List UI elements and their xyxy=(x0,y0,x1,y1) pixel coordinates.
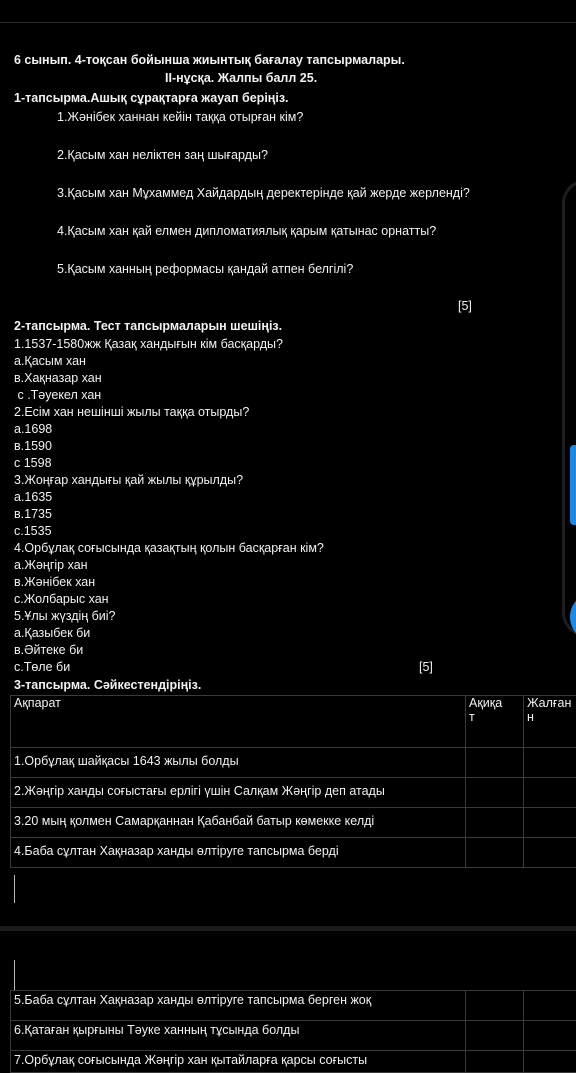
task2-line: с .Тәуекел хан xyxy=(14,387,101,403)
info-header: Ақпарат xyxy=(11,696,466,748)
true-cell[interactable] xyxy=(466,808,524,838)
table-row xyxy=(11,808,576,838)
task2-title: 2-тапсырма. Тест тапсырмаларын шешіңіз. xyxy=(14,318,282,334)
task2-line: а.Қасым хан xyxy=(14,353,86,369)
task2-line: с 1598 xyxy=(14,455,52,471)
false-header xyxy=(524,696,576,748)
table-row xyxy=(11,991,576,1021)
false-cell[interactable] xyxy=(524,748,576,778)
task2-line: в.Әйтеке би xyxy=(14,642,83,658)
task1-question: 2.Қасым хан неліктен заң шығарды? xyxy=(57,147,268,163)
task2-line: 4.Орбұлақ соғысында қазақтың қолын басқарған кім? xyxy=(14,540,324,556)
row-statement: 4.Баба сұлтан Хақназар ханды өлтіруге тапсырма берді xyxy=(11,838,466,868)
side-panel-edge xyxy=(562,180,576,636)
row-statement: 1.Орбұлақ шайқасы 1643 жылы болды xyxy=(11,748,466,778)
table-row xyxy=(11,1021,576,1051)
task2-line: с.Төле би xyxy=(14,659,70,675)
row-statement: 2.Жәңгір ханды соғыстағы ерлігі үшін Салқам Жәңгір деп атады xyxy=(11,778,466,808)
row-statement: 3.20 мың қолмен Самарқаннан Қабанбай батыр көмекке келді xyxy=(11,808,466,838)
true-cell[interactable] xyxy=(466,838,524,868)
task2-line: а.1635 xyxy=(14,489,52,505)
task1-title: 1-тапсырма.Ашық сұрақтарға жауап беріңіз. xyxy=(14,90,289,106)
task3-title: 3-тапсырма. Сәйкестендіріңіз. xyxy=(14,677,201,693)
true-cell[interactable] xyxy=(466,1051,524,1073)
row-statement: 7.Орбұлақ соғысында Жәңгір хан қытайларға қарсы соғысты xyxy=(11,1051,466,1073)
true-cell[interactable] xyxy=(466,1021,524,1051)
task2-line: а.Қазыбек би xyxy=(14,625,90,641)
variant-line: ІІ-нұсқа. Жалпы балл 25. xyxy=(165,70,317,86)
task2-line: 3.Жоңғар хандығы қай жылы құрылды? xyxy=(14,472,243,488)
task2-line: с.1535 xyxy=(14,523,52,539)
true-cell[interactable] xyxy=(466,748,524,778)
table-header-row xyxy=(11,696,576,748)
matching-table xyxy=(10,695,576,868)
task2-line: в.1735 xyxy=(14,506,52,522)
table-row xyxy=(11,1051,576,1073)
table-row xyxy=(11,778,576,808)
false-cell[interactable] xyxy=(524,1021,576,1051)
page-gap xyxy=(0,926,576,931)
false-cell[interactable] xyxy=(524,1051,576,1073)
false-cell[interactable] xyxy=(524,838,576,868)
true-cell[interactable] xyxy=(466,991,524,1021)
row-statement: 6.Қатаған қырғыны Тәуке ханның тұсында болды xyxy=(11,1021,466,1051)
document-title: 6 сынып. 4-тоқсан бойынша жиынтық бағалау тапсырмалары. xyxy=(14,52,405,68)
task2-line: а.1698 xyxy=(14,421,52,437)
matching-table-continued xyxy=(10,990,576,1073)
task2-line: а.Жәңгір хан xyxy=(14,557,88,573)
false-header-line2: н xyxy=(527,710,576,724)
task1-question: 1.Жәнібек ханнан кейін таққа отырған кім? xyxy=(57,109,303,125)
false-header-line1: Жалған xyxy=(527,696,576,710)
true-header-line1: Ақиқа xyxy=(469,696,523,710)
task2-line: в.Хақназар хан xyxy=(14,370,102,386)
row-statement: 5.Баба сұлтан Хақназар ханды өлтіруге тапсырма берген жоқ xyxy=(11,991,466,1021)
table-row xyxy=(11,748,576,778)
true-cell[interactable] xyxy=(466,778,524,808)
table-row xyxy=(11,838,576,868)
task2-line: с.Жолбарыс хан xyxy=(14,591,109,607)
false-cell[interactable] xyxy=(524,778,576,808)
false-cell[interactable] xyxy=(524,808,576,838)
task2-line: 1.1537-1580жж Қазақ хандығын кім басқарды? xyxy=(14,336,283,352)
page-fragment-line xyxy=(14,960,15,990)
true-header-line2: т xyxy=(469,710,523,724)
task2-line: в.1590 xyxy=(14,438,52,454)
task1-question: 4.Қасым хан қай елмен дипломатиялық қарым қатынас орнатты? xyxy=(57,223,436,239)
side-scroll-indicator[interactable] xyxy=(570,445,576,525)
true-header xyxy=(466,696,524,748)
task1-score: [5] xyxy=(458,298,472,314)
task2-line: 5.Ұлы жүздің биі? xyxy=(14,608,116,624)
page-fragment-line xyxy=(14,875,15,903)
top-divider xyxy=(0,22,576,23)
task2-line: в.Жәнібек хан xyxy=(14,574,95,590)
task1-question: 3.Қасым хан Мұхаммед Хайдардың деректерінде қай жерде жерленді? xyxy=(57,185,470,201)
task2-line: 2.Есім хан нешінші жылы таққа отырды? xyxy=(14,404,249,420)
false-cell[interactable] xyxy=(524,991,576,1021)
task1-question: 5.Қасым ханның реформасы қандай атпен белгілі? xyxy=(57,261,353,277)
task2-score: [5] xyxy=(419,659,433,675)
